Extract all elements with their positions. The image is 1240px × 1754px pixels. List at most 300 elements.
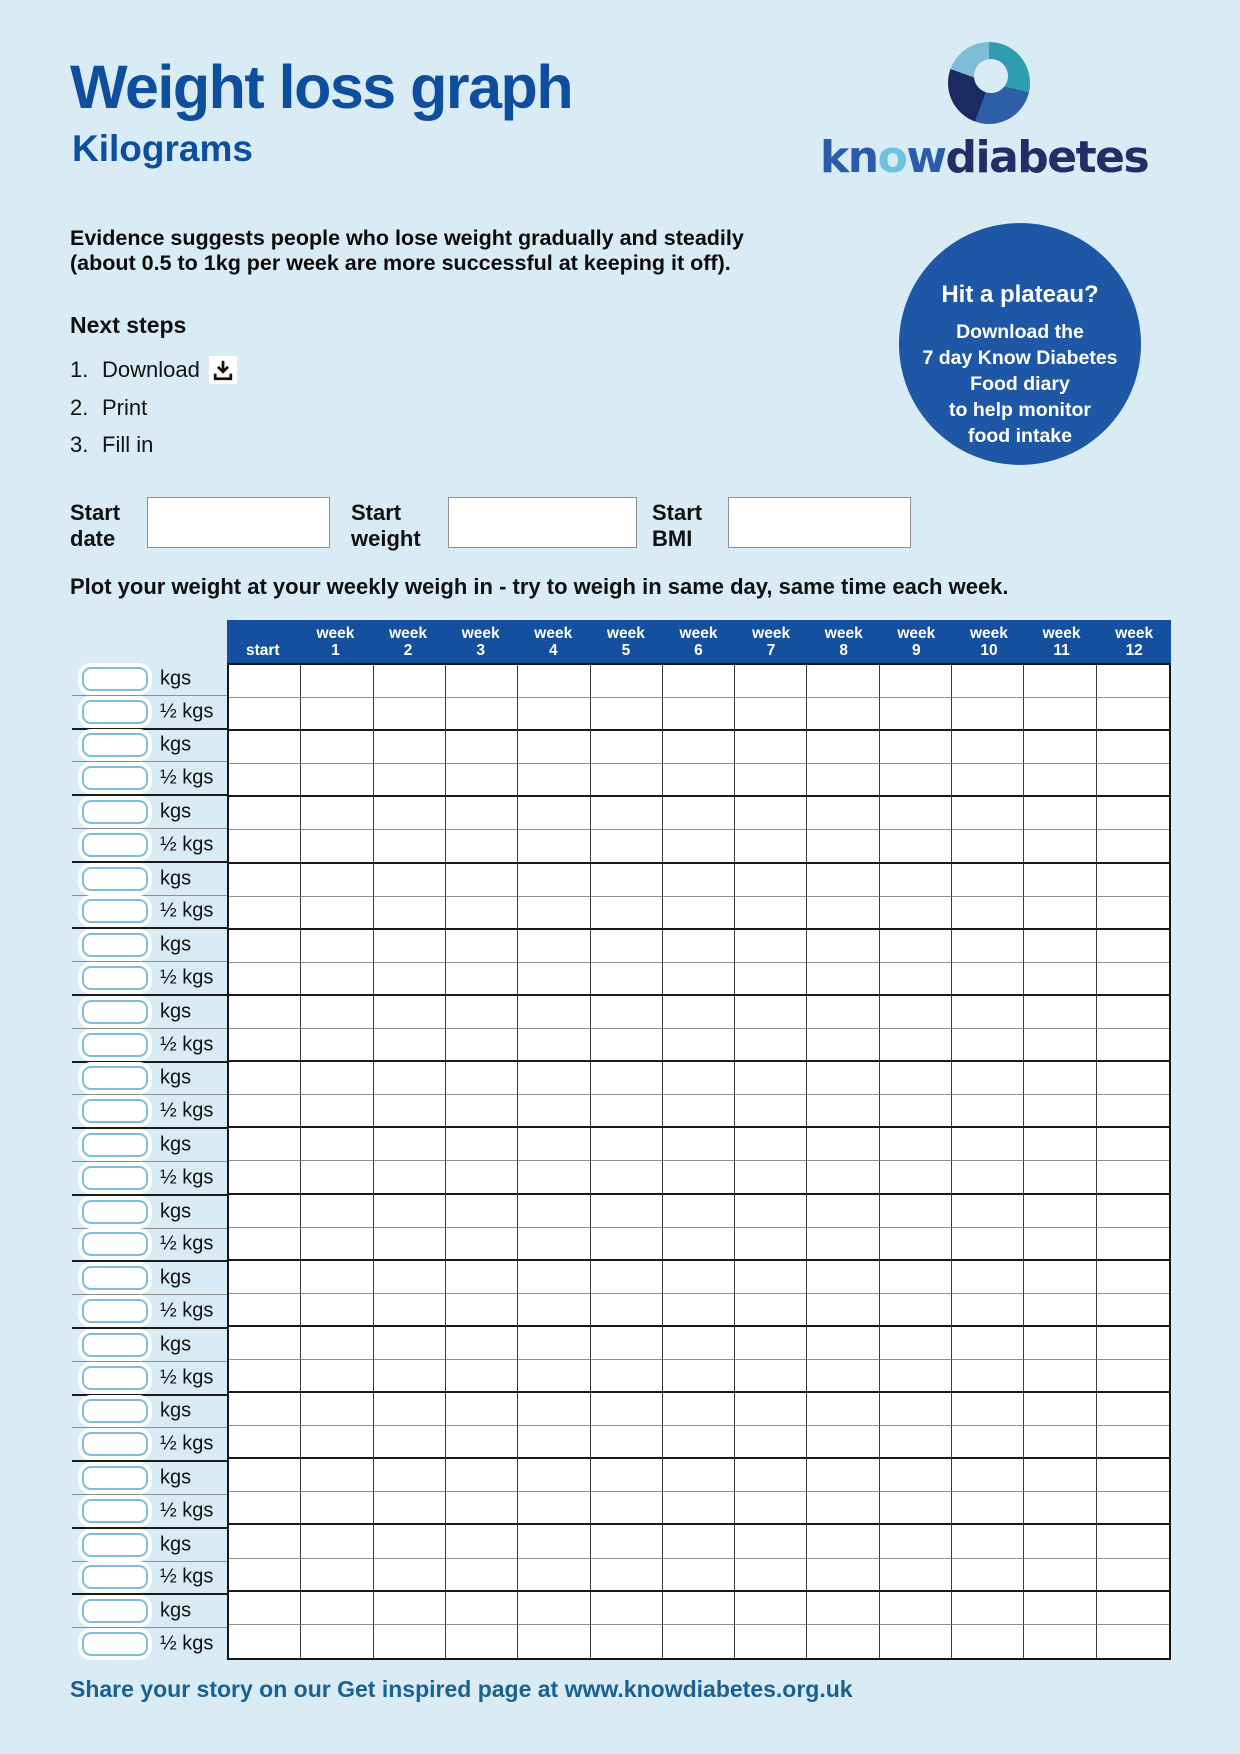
plot-cell[interactable] bbox=[374, 864, 446, 897]
plot-cell[interactable] bbox=[952, 1029, 1024, 1062]
plot-cell[interactable] bbox=[807, 1062, 879, 1095]
plot-cell[interactable] bbox=[229, 764, 301, 797]
plot-cell[interactable] bbox=[518, 1459, 590, 1492]
plot-cell[interactable] bbox=[880, 1592, 952, 1625]
plot-cell[interactable] bbox=[446, 764, 518, 797]
plot-cell[interactable] bbox=[952, 830, 1024, 863]
plot-cell[interactable] bbox=[229, 1492, 301, 1525]
plot-cell[interactable] bbox=[1097, 1525, 1169, 1558]
plot-cell[interactable] bbox=[301, 963, 373, 996]
plot-cell[interactable] bbox=[735, 1559, 807, 1592]
kg-value-input[interactable] bbox=[82, 1333, 148, 1357]
plot-cell[interactable] bbox=[374, 930, 446, 963]
plot-cell[interactable] bbox=[1097, 1327, 1169, 1360]
plot-cell[interactable] bbox=[446, 930, 518, 963]
plot-cell[interactable] bbox=[952, 1062, 1024, 1095]
plot-cell[interactable] bbox=[374, 1228, 446, 1261]
plot-cell[interactable] bbox=[880, 1062, 952, 1095]
kg-value-input[interactable] bbox=[82, 966, 148, 990]
plot-cell[interactable] bbox=[735, 665, 807, 698]
plot-cell[interactable] bbox=[807, 963, 879, 996]
plot-cell[interactable] bbox=[591, 1327, 663, 1360]
plot-cell[interactable] bbox=[1097, 1393, 1169, 1426]
plot-cell[interactable] bbox=[446, 698, 518, 731]
plot-cell[interactable] bbox=[1024, 1195, 1096, 1228]
kg-value-input[interactable] bbox=[82, 933, 148, 957]
plot-cell[interactable] bbox=[1097, 1459, 1169, 1492]
plot-cell[interactable] bbox=[446, 1559, 518, 1592]
plot-cell[interactable] bbox=[1024, 1062, 1096, 1095]
plot-cell[interactable] bbox=[229, 830, 301, 863]
plot-cell[interactable] bbox=[1024, 930, 1096, 963]
plot-cell[interactable] bbox=[518, 1161, 590, 1194]
plot-cell[interactable] bbox=[374, 1360, 446, 1393]
kg-value-input[interactable] bbox=[82, 833, 148, 857]
plot-cell[interactable] bbox=[1024, 797, 1096, 830]
plot-cell[interactable] bbox=[374, 731, 446, 764]
plot-cell[interactable] bbox=[735, 1294, 807, 1327]
plot-cell[interactable] bbox=[446, 1195, 518, 1228]
plot-cell[interactable] bbox=[374, 1393, 446, 1426]
plot-cell[interactable] bbox=[807, 1327, 879, 1360]
plot-cell[interactable] bbox=[880, 1261, 952, 1294]
plot-cell[interactable] bbox=[880, 1195, 952, 1228]
plot-cell[interactable] bbox=[663, 897, 735, 930]
plot-cell[interactable] bbox=[663, 1492, 735, 1525]
plot-cell[interactable] bbox=[374, 897, 446, 930]
plot-cell[interactable] bbox=[1024, 1095, 1096, 1128]
plot-cell[interactable] bbox=[735, 797, 807, 830]
plot-cell[interactable] bbox=[1097, 1261, 1169, 1294]
plot-cell[interactable] bbox=[1097, 830, 1169, 863]
plot-cell[interactable] bbox=[1097, 930, 1169, 963]
kg-value-input[interactable] bbox=[82, 1133, 148, 1157]
plot-cell[interactable] bbox=[663, 1327, 735, 1360]
plot-cell[interactable] bbox=[374, 665, 446, 698]
plot-cell[interactable] bbox=[952, 731, 1024, 764]
plot-cell[interactable] bbox=[446, 797, 518, 830]
plot-cell[interactable] bbox=[735, 864, 807, 897]
plot-cell[interactable] bbox=[952, 930, 1024, 963]
plot-cell[interactable] bbox=[229, 1261, 301, 1294]
plot-cell[interactable] bbox=[663, 1360, 735, 1393]
start-bmi-input[interactable] bbox=[728, 497, 911, 548]
plot-cell[interactable] bbox=[1024, 665, 1096, 698]
plot-cell[interactable] bbox=[518, 963, 590, 996]
plot-cell[interactable] bbox=[735, 1492, 807, 1525]
plot-cell[interactable] bbox=[229, 797, 301, 830]
plot-cell[interactable] bbox=[1097, 1360, 1169, 1393]
plot-cell[interactable] bbox=[374, 1062, 446, 1095]
plot-cell[interactable] bbox=[229, 731, 301, 764]
plot-cell[interactable] bbox=[663, 963, 735, 996]
plot-cell[interactable] bbox=[1024, 731, 1096, 764]
plot-cell[interactable] bbox=[880, 1492, 952, 1525]
plot-cell[interactable] bbox=[735, 1459, 807, 1492]
plot-cell[interactable] bbox=[591, 1393, 663, 1426]
kg-value-input[interactable] bbox=[82, 1533, 148, 1557]
plot-cell[interactable] bbox=[374, 1625, 446, 1658]
plot-cell[interactable] bbox=[952, 897, 1024, 930]
plot-cell[interactable] bbox=[518, 1261, 590, 1294]
plot-cell[interactable] bbox=[591, 665, 663, 698]
kg-value-input[interactable] bbox=[82, 1366, 148, 1390]
plot-cell[interactable] bbox=[663, 996, 735, 1029]
plot-cell[interactable] bbox=[663, 1426, 735, 1459]
plot-cell[interactable] bbox=[591, 1128, 663, 1161]
plot-cell[interactable] bbox=[952, 1294, 1024, 1327]
plot-cell[interactable] bbox=[301, 1525, 373, 1558]
plot-cell[interactable] bbox=[735, 1128, 807, 1161]
plot-cell[interactable] bbox=[735, 1525, 807, 1558]
plot-cell[interactable] bbox=[301, 1426, 373, 1459]
plot-cell[interactable] bbox=[735, 1195, 807, 1228]
plot-cell[interactable] bbox=[518, 764, 590, 797]
plot-cell[interactable] bbox=[446, 1360, 518, 1393]
plot-cell[interactable] bbox=[301, 1393, 373, 1426]
kg-value-input[interactable] bbox=[82, 1466, 148, 1490]
plot-cell[interactable] bbox=[807, 1525, 879, 1558]
plot-cell[interactable] bbox=[446, 1228, 518, 1261]
plot-cell[interactable] bbox=[735, 698, 807, 731]
plot-cell[interactable] bbox=[518, 665, 590, 698]
plot-cell[interactable] bbox=[301, 1128, 373, 1161]
plot-cell[interactable] bbox=[1024, 698, 1096, 731]
plot-cell[interactable] bbox=[301, 1095, 373, 1128]
kg-value-input[interactable] bbox=[82, 867, 148, 891]
plot-cell[interactable] bbox=[1024, 1029, 1096, 1062]
plot-cell[interactable] bbox=[591, 830, 663, 863]
plot-cell[interactable] bbox=[591, 797, 663, 830]
plot-cell[interactable] bbox=[1024, 1261, 1096, 1294]
plot-cell[interactable] bbox=[1097, 1492, 1169, 1525]
plot-cell[interactable] bbox=[735, 731, 807, 764]
plot-cell[interactable] bbox=[374, 1128, 446, 1161]
plot-cell[interactable] bbox=[229, 963, 301, 996]
plot-cell[interactable] bbox=[663, 1294, 735, 1327]
plot-cell[interactable] bbox=[663, 797, 735, 830]
plot-cell[interactable] bbox=[880, 731, 952, 764]
kg-value-input[interactable] bbox=[82, 1000, 148, 1024]
plot-cell[interactable] bbox=[446, 1492, 518, 1525]
plot-cell[interactable] bbox=[446, 1029, 518, 1062]
plot-cell[interactable] bbox=[735, 1261, 807, 1294]
plot-cell[interactable] bbox=[1024, 1492, 1096, 1525]
plot-cell[interactable] bbox=[1097, 731, 1169, 764]
plot-cell[interactable] bbox=[807, 1228, 879, 1261]
plot-cell[interactable] bbox=[518, 1426, 590, 1459]
plot-cell[interactable] bbox=[301, 1360, 373, 1393]
plot-cell[interactable] bbox=[735, 1095, 807, 1128]
plot-cell[interactable] bbox=[880, 1095, 952, 1128]
plot-cell[interactable] bbox=[952, 864, 1024, 897]
plot-cell[interactable] bbox=[1024, 830, 1096, 863]
plot-cell[interactable] bbox=[591, 1294, 663, 1327]
start-date-input[interactable] bbox=[147, 497, 330, 548]
plot-cell[interactable] bbox=[807, 864, 879, 897]
plot-cell[interactable] bbox=[301, 764, 373, 797]
plot-cell[interactable] bbox=[663, 1261, 735, 1294]
plot-cell[interactable] bbox=[1024, 1294, 1096, 1327]
plot-cell[interactable] bbox=[446, 963, 518, 996]
plot-cell[interactable] bbox=[735, 1360, 807, 1393]
plot-cell[interactable] bbox=[735, 1062, 807, 1095]
plot-cell[interactable] bbox=[374, 1327, 446, 1360]
plot-cell[interactable] bbox=[518, 897, 590, 930]
plot-cell[interactable] bbox=[807, 665, 879, 698]
plot-cell[interactable] bbox=[374, 1459, 446, 1492]
plot-cell[interactable] bbox=[807, 1459, 879, 1492]
kg-value-input[interactable] bbox=[82, 1399, 148, 1423]
plot-cell[interactable] bbox=[518, 1294, 590, 1327]
kg-value-input[interactable] bbox=[82, 1632, 148, 1656]
kg-value-input[interactable] bbox=[82, 1232, 148, 1256]
plot-cell[interactable] bbox=[446, 1327, 518, 1360]
plot-cell[interactable] bbox=[591, 1161, 663, 1194]
plot-cell[interactable] bbox=[229, 1360, 301, 1393]
plot-cell[interactable] bbox=[807, 698, 879, 731]
plot-cell[interactable] bbox=[301, 1459, 373, 1492]
plot-cell[interactable] bbox=[807, 764, 879, 797]
plot-cell[interactable] bbox=[229, 698, 301, 731]
plot-cell[interactable] bbox=[807, 731, 879, 764]
plot-cell[interactable] bbox=[735, 897, 807, 930]
plot-cell[interactable] bbox=[1097, 698, 1169, 731]
plot-cell[interactable] bbox=[591, 1426, 663, 1459]
plot-cell[interactable] bbox=[807, 897, 879, 930]
plot-cell[interactable] bbox=[1097, 1625, 1169, 1658]
plot-cell[interactable] bbox=[229, 897, 301, 930]
plot-cell[interactable] bbox=[1097, 1029, 1169, 1062]
plot-cell[interactable] bbox=[663, 698, 735, 731]
plot-cell[interactable] bbox=[952, 1128, 1024, 1161]
plot-cell[interactable] bbox=[301, 797, 373, 830]
plot-cell[interactable] bbox=[880, 1459, 952, 1492]
plot-cell[interactable] bbox=[735, 996, 807, 1029]
plot-cell[interactable] bbox=[952, 1459, 1024, 1492]
plot-cell[interactable] bbox=[1024, 897, 1096, 930]
plot-cell[interactable] bbox=[374, 764, 446, 797]
plot-cell[interactable] bbox=[591, 764, 663, 797]
plot-cell[interactable] bbox=[446, 1161, 518, 1194]
plot-cell[interactable] bbox=[807, 1161, 879, 1194]
plot-cell[interactable] bbox=[952, 996, 1024, 1029]
plot-cell[interactable] bbox=[663, 1161, 735, 1194]
plot-cell[interactable] bbox=[663, 731, 735, 764]
plot-cell[interactable] bbox=[229, 864, 301, 897]
plot-cell[interactable] bbox=[1024, 1426, 1096, 1459]
plot-cell[interactable] bbox=[880, 897, 952, 930]
plot-cell[interactable] bbox=[591, 1261, 663, 1294]
start-weight-input[interactable] bbox=[448, 497, 637, 548]
plot-cell[interactable] bbox=[735, 1029, 807, 1062]
plot-cell[interactable] bbox=[301, 665, 373, 698]
plot-cell[interactable] bbox=[807, 1294, 879, 1327]
plot-cell[interactable] bbox=[663, 864, 735, 897]
plot-cell[interactable] bbox=[952, 1327, 1024, 1360]
plot-cell[interactable] bbox=[807, 930, 879, 963]
plot-cell[interactable] bbox=[880, 1029, 952, 1062]
plot-cell[interactable] bbox=[301, 1228, 373, 1261]
plot-cell[interactable] bbox=[446, 665, 518, 698]
plot-cell[interactable] bbox=[807, 1128, 879, 1161]
plot-cell[interactable] bbox=[446, 1459, 518, 1492]
plot-cell[interactable] bbox=[591, 731, 663, 764]
plot-cell[interactable] bbox=[229, 1393, 301, 1426]
plot-cell[interactable] bbox=[735, 1625, 807, 1658]
plot-cell[interactable] bbox=[1097, 1294, 1169, 1327]
plot-cell[interactable] bbox=[1097, 1062, 1169, 1095]
plot-cell[interactable] bbox=[591, 1062, 663, 1095]
plot-cell[interactable] bbox=[301, 996, 373, 1029]
plot-cell[interactable] bbox=[663, 1195, 735, 1228]
plot-cell[interactable] bbox=[807, 1559, 879, 1592]
plot-cell[interactable] bbox=[374, 698, 446, 731]
plot-cell[interactable] bbox=[301, 698, 373, 731]
plot-cell[interactable] bbox=[952, 1625, 1024, 1658]
plot-cell[interactable] bbox=[1097, 1195, 1169, 1228]
plot-cell[interactable] bbox=[880, 1393, 952, 1426]
plot-cell[interactable] bbox=[663, 1062, 735, 1095]
plot-cell[interactable] bbox=[735, 1592, 807, 1625]
kg-value-input[interactable] bbox=[82, 1166, 148, 1190]
plot-cell[interactable] bbox=[1097, 1228, 1169, 1261]
plot-cell[interactable] bbox=[518, 1195, 590, 1228]
plot-cell[interactable] bbox=[952, 1492, 1024, 1525]
plot-cell[interactable] bbox=[518, 830, 590, 863]
plot-cell[interactable] bbox=[952, 1261, 1024, 1294]
plot-cell[interactable] bbox=[663, 1029, 735, 1062]
plot-cell[interactable] bbox=[1024, 996, 1096, 1029]
plot-cell[interactable] bbox=[1097, 764, 1169, 797]
plot-cell[interactable] bbox=[663, 1459, 735, 1492]
plot-cell[interactable] bbox=[1024, 1625, 1096, 1658]
plot-cell[interactable] bbox=[807, 1426, 879, 1459]
plot-cell[interactable] bbox=[952, 1393, 1024, 1426]
plot-cell[interactable] bbox=[446, 897, 518, 930]
kg-value-input[interactable] bbox=[82, 1200, 148, 1224]
plot-cell[interactable] bbox=[591, 1625, 663, 1658]
plot-cell[interactable] bbox=[374, 1426, 446, 1459]
plot-cell[interactable] bbox=[591, 1492, 663, 1525]
plot-cell[interactable] bbox=[735, 1327, 807, 1360]
plot-cell[interactable] bbox=[374, 1294, 446, 1327]
plot-cell[interactable] bbox=[735, 830, 807, 863]
kg-value-input[interactable] bbox=[82, 1565, 148, 1589]
plot-cell[interactable] bbox=[518, 1592, 590, 1625]
plot-cell[interactable] bbox=[807, 1393, 879, 1426]
plot-cell[interactable] bbox=[446, 864, 518, 897]
plot-cell[interactable] bbox=[1024, 1128, 1096, 1161]
plot-cell[interactable] bbox=[591, 1525, 663, 1558]
plot-cell[interactable] bbox=[591, 864, 663, 897]
plot-cell[interactable] bbox=[229, 1525, 301, 1558]
plot-cell[interactable] bbox=[518, 1327, 590, 1360]
plot-cell[interactable] bbox=[446, 1128, 518, 1161]
plot-cell[interactable] bbox=[807, 1360, 879, 1393]
plot-cell[interactable] bbox=[591, 1195, 663, 1228]
plot-cell[interactable] bbox=[735, 1228, 807, 1261]
plot-cell[interactable] bbox=[229, 1426, 301, 1459]
plot-cell[interactable] bbox=[301, 1195, 373, 1228]
plot-cell[interactable] bbox=[446, 996, 518, 1029]
kg-value-input[interactable] bbox=[82, 766, 148, 790]
plot-cell[interactable] bbox=[374, 1095, 446, 1128]
plot-cell[interactable] bbox=[952, 1161, 1024, 1194]
kg-value-input[interactable] bbox=[82, 1066, 148, 1090]
plot-cell[interactable] bbox=[301, 731, 373, 764]
plot-cell[interactable] bbox=[1097, 897, 1169, 930]
plot-cell[interactable] bbox=[1097, 963, 1169, 996]
plot-cell[interactable] bbox=[1097, 1095, 1169, 1128]
plot-cell[interactable] bbox=[374, 1029, 446, 1062]
plot-cell[interactable] bbox=[518, 1228, 590, 1261]
plot-cell[interactable] bbox=[518, 1393, 590, 1426]
kg-value-input[interactable] bbox=[82, 700, 148, 724]
plot-cell[interactable] bbox=[229, 1029, 301, 1062]
plot-cell[interactable] bbox=[591, 930, 663, 963]
plot-cell[interactable] bbox=[880, 1228, 952, 1261]
plot-cell[interactable] bbox=[301, 1062, 373, 1095]
plot-cell[interactable] bbox=[663, 930, 735, 963]
plot-cell[interactable] bbox=[807, 996, 879, 1029]
plot-cell[interactable] bbox=[229, 665, 301, 698]
plot-cell[interactable] bbox=[880, 1559, 952, 1592]
plot-cell[interactable] bbox=[807, 1095, 879, 1128]
plot-cell[interactable] bbox=[807, 1592, 879, 1625]
plot-cell[interactable] bbox=[446, 1592, 518, 1625]
plot-cell[interactable] bbox=[374, 1559, 446, 1592]
plot-cell[interactable] bbox=[1024, 1161, 1096, 1194]
plot-cell[interactable] bbox=[374, 963, 446, 996]
plot-cell[interactable] bbox=[1024, 1559, 1096, 1592]
plot-cell[interactable] bbox=[880, 864, 952, 897]
plot-cell[interactable] bbox=[880, 665, 952, 698]
plot-cell[interactable] bbox=[952, 1559, 1024, 1592]
plot-cell[interactable] bbox=[301, 1029, 373, 1062]
plot-cell[interactable] bbox=[952, 1426, 1024, 1459]
plot-cell[interactable] bbox=[229, 1161, 301, 1194]
plot-cell[interactable] bbox=[518, 698, 590, 731]
kg-value-input[interactable] bbox=[82, 899, 148, 923]
plot-cell[interactable] bbox=[663, 764, 735, 797]
plot-cell[interactable] bbox=[446, 1294, 518, 1327]
plot-cell[interactable] bbox=[518, 996, 590, 1029]
plot-cell[interactable] bbox=[880, 1128, 952, 1161]
plot-cell[interactable] bbox=[374, 1261, 446, 1294]
plot-cell[interactable] bbox=[1097, 1426, 1169, 1459]
plot-cell[interactable] bbox=[663, 1625, 735, 1658]
plot-cell[interactable] bbox=[374, 996, 446, 1029]
plot-cell[interactable] bbox=[663, 830, 735, 863]
kg-value-input[interactable] bbox=[82, 1299, 148, 1323]
plot-cell[interactable] bbox=[807, 1625, 879, 1658]
plot-cell[interactable] bbox=[229, 1592, 301, 1625]
plot-cell[interactable] bbox=[1024, 1327, 1096, 1360]
plot-cell[interactable] bbox=[1097, 864, 1169, 897]
plot-cell[interactable] bbox=[301, 1559, 373, 1592]
plot-cell[interactable] bbox=[301, 864, 373, 897]
plot-cell[interactable] bbox=[591, 1228, 663, 1261]
plot-cell[interactable] bbox=[591, 1559, 663, 1592]
plot-cell[interactable] bbox=[952, 963, 1024, 996]
plot-cell[interactable] bbox=[229, 1459, 301, 1492]
plot-cell[interactable] bbox=[518, 1559, 590, 1592]
plot-cell[interactable] bbox=[301, 1592, 373, 1625]
kg-value-input[interactable] bbox=[82, 1599, 148, 1623]
plot-cell[interactable] bbox=[952, 1095, 1024, 1128]
plot-cell[interactable] bbox=[229, 996, 301, 1029]
